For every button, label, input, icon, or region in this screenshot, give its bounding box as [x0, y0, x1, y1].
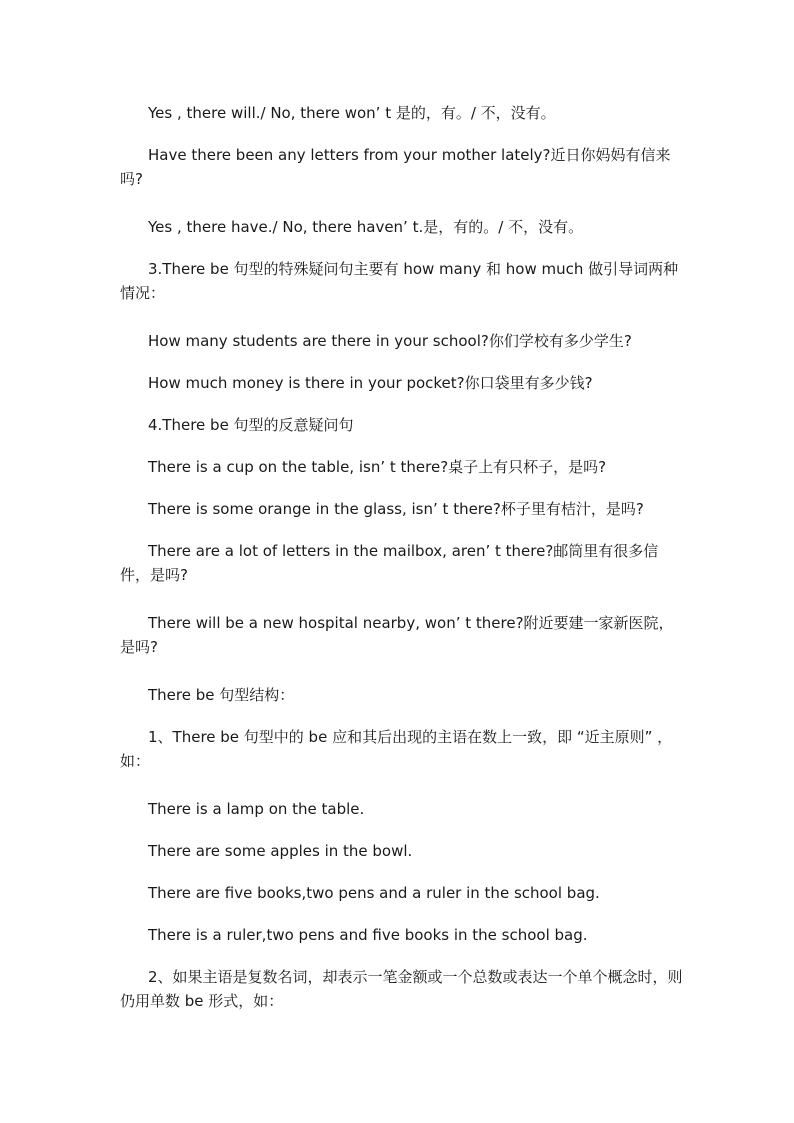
paragraph-18: 2、如果主语是复数名词，却表示一笔金额或一个总数或表达一个单个概念时，则仍用单数 be 形式，如： — [120, 968, 683, 1010]
paragraph-14: There is a lamp on the table. — [148, 800, 365, 818]
paragraph-6: How much money is there in your pocket?你口袋里有多少钱? — [148, 374, 593, 392]
paragraph-15: There are some apples in the bowl. — [148, 842, 413, 860]
paragraph-3: Yes , there have./ No, there haven’ t.是，有的。/ 不，没有。 — [148, 218, 584, 236]
paragraph-2: Have there been any letters from your mother lately?近日你妈妈有信来吗? — [120, 146, 671, 188]
paragraph-5: How many students are there in your school?你们学校有多少学生? — [148, 332, 632, 350]
paragraph-12: There be 句型结构： — [148, 686, 295, 704]
paragraph-8: There is a cup on the table, isn’ t there?桌子上有只杯子，是吗? — [148, 458, 607, 476]
paragraph-9: There is some orange in the glass, isn’ t there?杯子里有桔汁，是吗? — [148, 500, 644, 518]
paragraph-7: 4.There be 句型的反意疑问句 — [148, 416, 354, 434]
paragraph-10: There are a lot of letters in the mailbox, aren’ t there?邮筒里有很多信件，是吗? — [120, 542, 659, 584]
paragraph-17: There is a ruler,two pens and five books in the school bag. — [148, 926, 588, 944]
paragraph-16: There are five books,two pens and a ruler in the school bag. — [148, 884, 600, 902]
paragraph-1: Yes , there will./ No, there won’ t 是的，有。/ 不，没有。 — [148, 104, 556, 122]
paragraph-13: 1、There be 句型中的 be 应和其后出现的主语在数上一致，即 “近主原则” ，如： — [120, 728, 673, 770]
paragraph-11: There will be a new hospital nearby, won’ t there?附近要建一家新医院，是吗? — [120, 614, 674, 656]
paragraph-4: 3.There be 句型的特殊疑问句主要有 how many 和 how much 做引导词两种情况： — [120, 260, 679, 302]
